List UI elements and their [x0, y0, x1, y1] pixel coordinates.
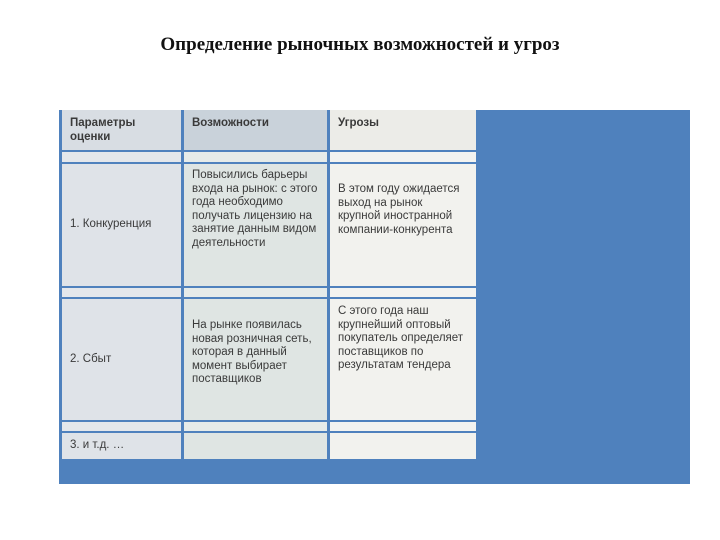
table-header-row — [59, 110, 477, 150]
separator-cell — [330, 288, 476, 297]
row-threat — [330, 433, 476, 459]
separator-cell — [330, 152, 476, 162]
header-params: Параметры оценки — [62, 110, 181, 150]
table-row — [59, 164, 477, 286]
header-opportunities: Возможности — [184, 110, 327, 150]
separator-cell — [184, 422, 327, 431]
row-opportunity: Повысились барьеры входа на рынок: с этого года необходимо получать лицензию на занятие данным видом деятельности — [184, 164, 327, 286]
row-threat: С этого года наш крупнейший оптовый покупатель определяет поставщиков по результатам тендера — [330, 299, 476, 420]
separator-cell — [62, 152, 181, 162]
separator-cell — [62, 288, 181, 297]
row-opportunity: На рынке появилась новая розничная сеть, которая в данный момент выбирает поставщиков — [184, 299, 327, 420]
header-threats: Угрозы — [330, 110, 476, 150]
table-separator — [59, 152, 477, 162]
separator-cell — [184, 288, 327, 297]
separator-cell — [62, 422, 181, 431]
row-threat: В этом году ожидается выход на рынок крупной иностранной компании-конкурента — [330, 164, 476, 286]
table-separator — [59, 288, 477, 297]
row-param: 3. и т.д. … — [62, 433, 181, 459]
separator-cell — [184, 152, 327, 162]
slide-title: Определение рыночных возможностей и угроз — [160, 34, 560, 55]
row-param: 1. Конкуренция — [62, 164, 181, 286]
separator-cell — [330, 422, 476, 431]
table-row — [59, 433, 477, 459]
table-panel — [59, 110, 690, 484]
row-opportunity — [184, 433, 327, 459]
table-row — [59, 299, 477, 420]
row-param: 2. Сбыт — [62, 299, 181, 420]
table-separator — [59, 422, 477, 431]
